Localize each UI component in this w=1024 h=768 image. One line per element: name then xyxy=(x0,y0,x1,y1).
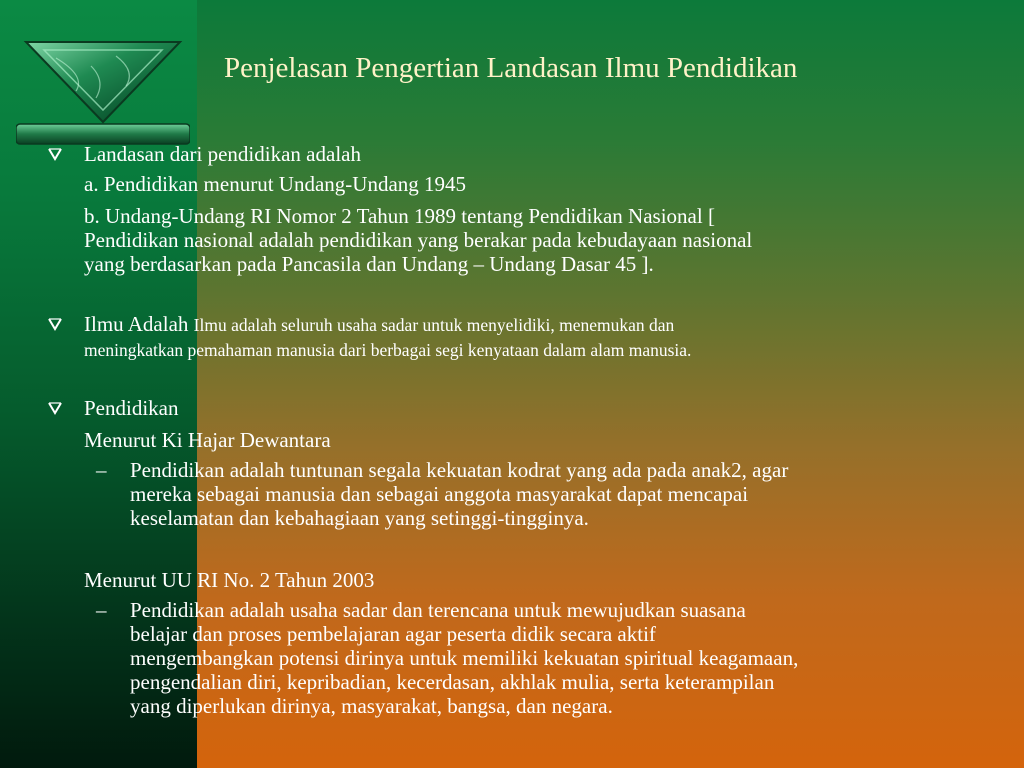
check-arrow-bullet-icon xyxy=(48,147,62,161)
uu-label: Menurut UU RI No. 2 Tahun 2003 xyxy=(84,568,375,592)
ki-hajar-line-2: mereka sebagai manusia dan sebagai anggota masyarakat dapat mencapai xyxy=(130,482,749,506)
uu-line-5: yang diperlukan dirinya, masyarakat, bangsa, dan negara. xyxy=(130,694,613,718)
landasan-item-a: a. Pendidikan menurut Undang-Undang 1945 xyxy=(84,172,467,196)
landasan-item-b-line-3: yang berdasarkan pada Pancasila dan Undang – Undang Dasar 45 ]. xyxy=(84,252,654,276)
uu-line-2: belajar dan proses pembelajaran agar peserta didik secara aktif xyxy=(130,622,656,646)
ki-hajar-line-3: keselamatan dan kebahagiaan yang setinggi-tingginya. xyxy=(130,506,589,530)
ilmu-text-line-1: Ilmu adalah seluruh usaha sadar untuk menyelidiki, menemukan dan xyxy=(193,315,675,335)
dash-bullet: – xyxy=(96,458,107,482)
ilmu-text-line-2: meningkatkan pemahaman manusia dari berbagai segi kenyataan dalam alam manusia. xyxy=(84,340,692,360)
slide-title: Penjelasan Pengertian Landasan Ilmu Pendidikan xyxy=(224,52,798,84)
uu-line-4: pengendalian diri, kepribadian, kecerdasan, akhlak mulia, serta keterampilan xyxy=(130,670,775,694)
check-arrow-bullet-icon xyxy=(48,317,62,331)
ki-hajar-label: Menurut Ki Hajar Dewantara xyxy=(84,428,331,452)
ki-hajar-line-1: Pendidikan adalah tuntunan segala kekuatan kodrat yang ada pada anak2, agar xyxy=(130,458,789,482)
ilmu-line-1 xyxy=(84,312,674,338)
landasan-heading: Landasan dari pendidikan adalah xyxy=(84,142,361,166)
ilmu-heading: Ilmu Adalah xyxy=(84,312,189,336)
uu-line-1: Pendidikan adalah usaha sadar dan terencana untuk mewujudkan suasana xyxy=(130,598,746,622)
landasan-item-b-line-2: Pendidikan nasional adalah pendidikan yang berakar pada kebudayaan nasional xyxy=(84,228,753,252)
landasan-item-b-line-1: b. Undang-Undang RI Nomor 2 Tahun 1989 tentang Pendidikan Nasional [ xyxy=(84,204,715,228)
uu-line-3: mengembangkan potensi dirinya untuk memiliki kekuatan spiritual keagamaan, xyxy=(130,646,799,670)
check-arrow-bullet-icon xyxy=(48,401,62,415)
pendidikan-heading: Pendidikan xyxy=(84,396,179,420)
dash-bullet: – xyxy=(96,598,107,622)
